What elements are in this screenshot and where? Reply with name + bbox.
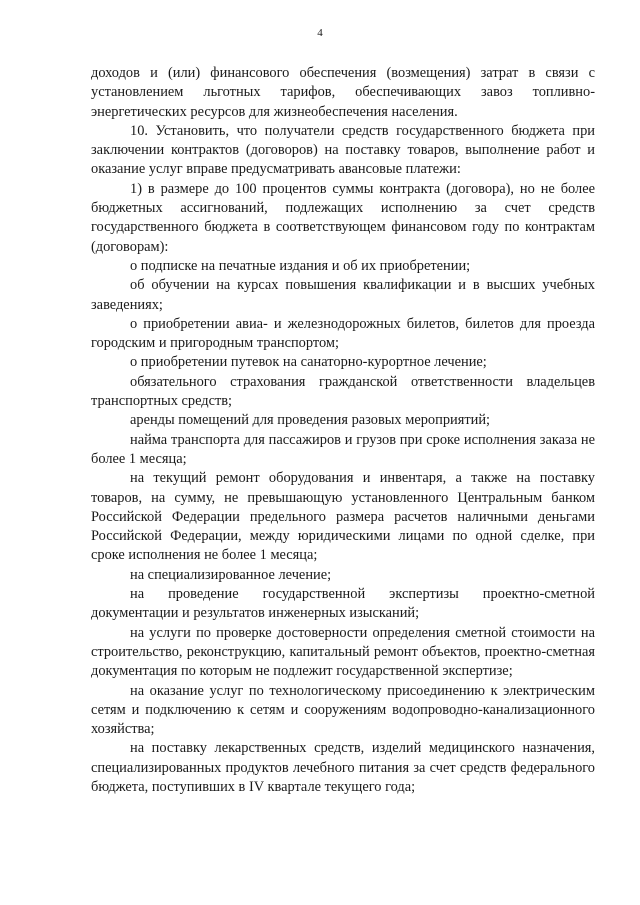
paragraph: аренды помещений для проведения разовых мероприятий;: [130, 412, 491, 429]
paragraph: обязательного страхования гражданской ответственности владельцев транспортных средств;: [91, 373, 595, 410]
paragraph: о подписке на печатные издания и об их приобретении;: [130, 257, 471, 274]
paragraph: о приобретении путевок на санаторно-курортное лечение;: [130, 354, 487, 371]
paragraph: на проведение государственной экспертизы проектно-сметной документации и результатов инженерных изысканий;: [91, 586, 595, 622]
paragraph: 1) в размере до 100 процентов суммы контракта (договора), но не более бюджетных ассигнований, подлежащих исполнению за счет средств государственного бюджета в соответствующем финансовом году по контрактам (договорам):: [91, 180, 595, 255]
paragraph: о приобретении авиа- и железнодорожных билетов, билетов для проезда городским и пригородным транспортом;: [91, 315, 595, 352]
paragraph: об обучении на курсах повышения квалификации и в высших учебных заведениях;: [91, 277, 595, 313]
page-number: 4: [317, 27, 323, 39]
paragraph: на услуги по проверке достоверности определения сметной стоимости на строительство, реконструкцию, капитальный ремонт объектов, проектно-сметная документация по которым не подлежит государственной экспертизе;: [91, 624, 595, 680]
paragraph: доходов и (или) финансового обеспечения (возмещения) затрат в связи с установлением льготных тарифов, обеспечивающих завоз топливно-энергетических ресурсов для жизнеобеспечения населения.: [91, 65, 595, 120]
paragraph: на поставку лекарственных средств, изделий медицинского назначения, специализированных продуктов лечебного питания за счет средств федерального бюджета, поступивших в IV квартале текущего года;: [91, 740, 595, 795]
paragraph: на текущий ремонт оборудования и инвентаря, а также на поставку товаров, на сумму, не превышающую установленного Центральным банком Российской Федерации предельного размера расчетов наличными деньгами Российской Федерации, между юридическими лицами по одной сделке, при сроке исполнения не более 1 месяца;: [91, 470, 595, 564]
paragraph: на оказание услуг по технологическому присоединению к электрическим сетям и подключению к сетям и сооружениям водопроводно-канализационного хозяйства;: [91, 682, 595, 738]
paragraph: найма транспорта для пассажиров и грузов при сроке исполнения заказа не более 1 месяца;: [91, 431, 595, 467]
paragraph: на специализированное лечение;: [130, 566, 332, 583]
document-body: [91, 64, 595, 797]
paragraph: 10. Установить, что получатели средств государственного бюджета при заключении контрактов (договоров) на поставку товаров, выполнение работ и оказание услуг вправе предусматривать авансовые платежи:: [91, 122, 595, 178]
